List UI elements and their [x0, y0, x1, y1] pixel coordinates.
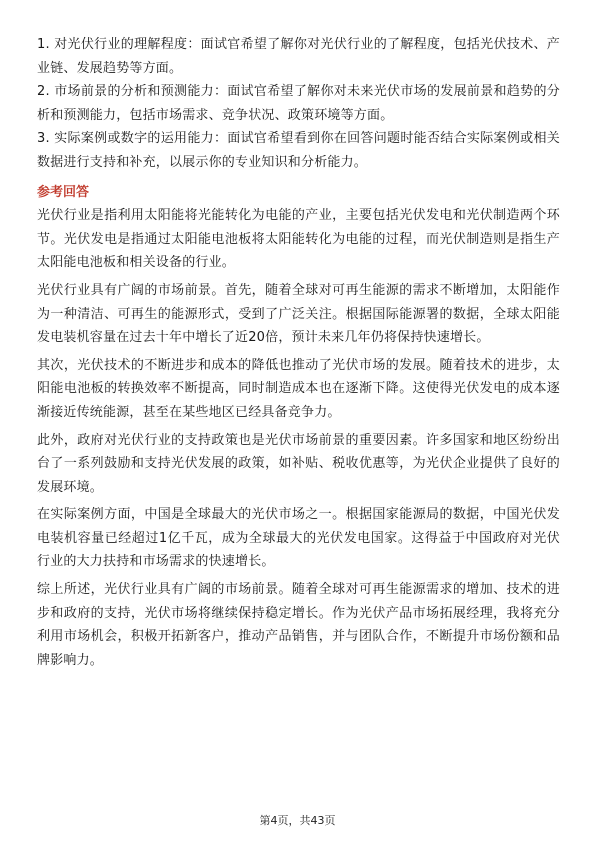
answer-paragraph: 在实际案例方面，中国是全球最大的光伏市场之一。根据国家能源局的数据，中国光伏发电装机容量已经超过1亿千瓦，成为全球最大的光伏发电国家。这得益于中国政府对光伏行业的大力扶持和市场需求的快速增长。	[37, 507, 560, 570]
criteria-item: 3. 实际案例或数字的运用能力：面试官希望看到你在回答问题时能否结合实际案例或相关数据进行支持和补充，以展示你的专业知识和分析能力。	[37, 131, 560, 170]
answer-paragraph: 光伏行业是指利用太阳能将光能转化为电能的产业，主要包括光伏发电和光伏制造两个环节。光伏发电是指通过太阳能电池板将太阳能转化为电能的过程，而光伏制造则是指生产太阳能电池板和相关设备的行业。	[37, 208, 560, 271]
answer-paragraph: 此外，政府对光伏行业的支持政策也是光伏市场前景的重要因素。许多国家和地区纷纷出台了一系列鼓励和支持光伏发展的政策，如补贴、税收优惠等，为光伏企业提供了良好的发展环境。	[37, 432, 560, 495]
criteria-list	[37, 33, 560, 175]
answer-paragraph: 其次，光伏技术的不断进步和成本的降低也推动了光伏市场的发展。随着技术的进步，太阳能电池板的转换效率不断提高，同时制造成本也在逐渐下降。这使得光伏发电的成本逐渐接近传统能源，甚至在某些地区已经具备竞争力。	[37, 357, 560, 420]
criteria-item: 1. 对光伏行业的理解程度：面试官希望了解你对光伏行业的了解程度，包括光伏技术、产业链、发展趋势等方面。	[37, 37, 560, 76]
answer-body	[37, 204, 560, 672]
section-title-reference-answer: 参考回答	[37, 184, 90, 200]
answer-paragraph: 综上所述，光伏行业具有广阔的市场前景。随着全球对可再生能源需求的增加、技术的进步和政府的支持，光伏市场将继续保持稳定增长。作为光伏产品市场拓展经理，我将充分利用市场机会，积极开拓新客户，推动产品销售，并与团队合作，不断提升市场份额和品牌影响力。	[37, 582, 560, 668]
criteria-item: 2. 市场前景的分析和预测能力：面试官希望了解你对未来光伏市场的发展前景和趋势的分析和预测能力，包括市场需求、竞争状况、政策环境等方面。	[37, 84, 560, 123]
document-page	[37, 33, 560, 676]
answer-paragraph: 光伏行业具有广阔的市场前景。首先，随着全球对可再生能源的需求不断增加，太阳能作为一种清洁、可再生的能源形式，受到了广泛关注。根据国际能源署的数据，全球太阳能发电装机容量在过去十年中增长了近20倍，预计未来几年仍将保持快速增长。	[37, 282, 560, 346]
page-footer: 第4页，共43页	[259, 814, 336, 827]
